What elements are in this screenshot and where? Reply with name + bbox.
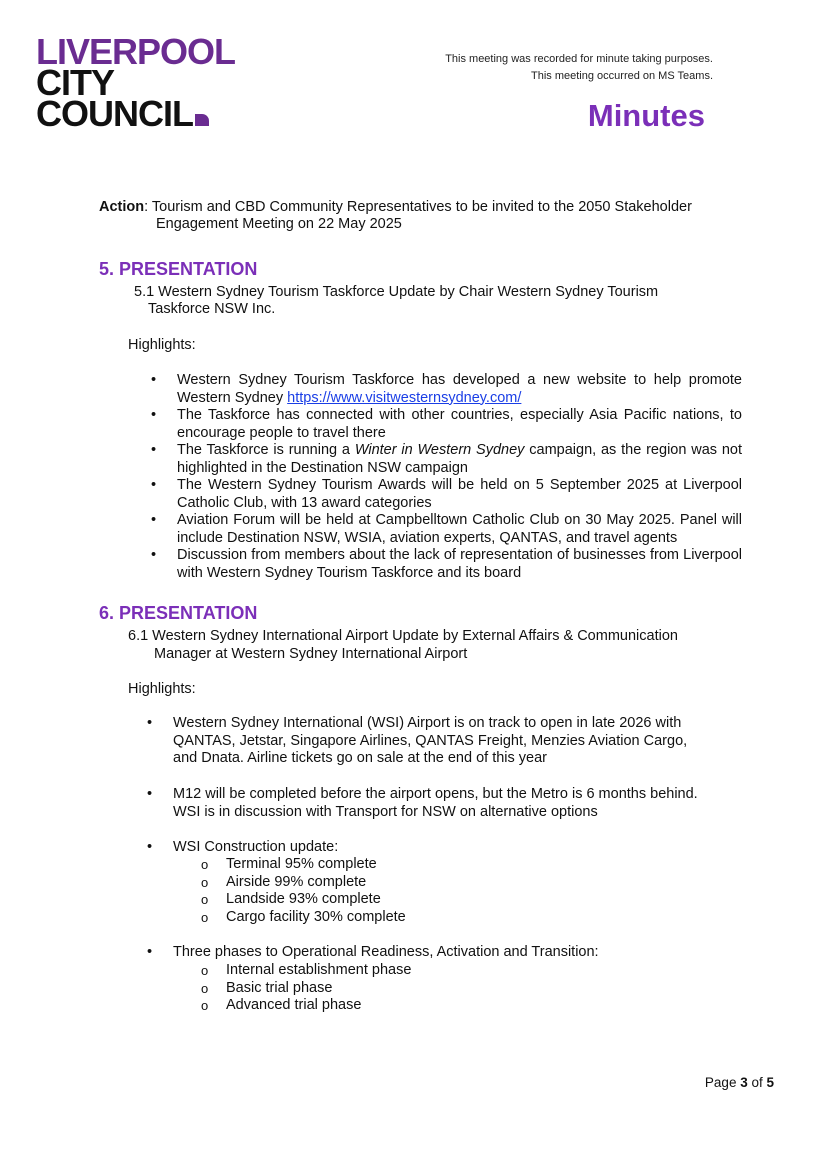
list-item: • Three phases to Operational Readiness, Activation and Transition: bbox=[147, 944, 599, 960]
action-label: Action bbox=[99, 199, 145, 215]
bullet-icon: • bbox=[147, 715, 153, 731]
teams-note: This meeting occurred on MS Teams. bbox=[531, 70, 713, 82]
list-item: • The Western Sydney Tourism Awards will be held on 5 September 2025 at Liverpool Catholic Club, with 13 award categories bbox=[151, 477, 742, 511]
bullet-icon: • bbox=[151, 477, 157, 493]
sub-list-item: o Airside 99% complete bbox=[201, 873, 367, 890]
section-5-1-line-1: 5.1 Western Sydney Tourism Taskforce Update by Chair Western Sydney Tourism bbox=[134, 284, 659, 300]
bullet-icon: • bbox=[147, 786, 153, 802]
circle-bullet-icon: o bbox=[201, 892, 209, 907]
circle-bullet-icon: o bbox=[201, 874, 209, 890]
circle-bullet-icon: o bbox=[201, 980, 209, 996]
recorded-note: This meeting was recorded for minute taking purposes. bbox=[445, 53, 713, 65]
council-logo bbox=[36, 31, 236, 134]
list-item: • WSI Construction update: bbox=[147, 839, 339, 855]
section-5-heading: 5. PRESENTATION bbox=[99, 259, 258, 279]
campaign-name: Winter in Western Sydney bbox=[354, 442, 525, 458]
action-line-2: Engagement Meeting on 22 May 2025 bbox=[156, 216, 402, 232]
list-item: • Western Sydney Tourism Taskforce has developed a new website to help promote Western Sydney https://www.visitwesternsydney.com/ bbox=[151, 372, 742, 406]
section-6-heading: 6. PRESENTATION bbox=[99, 603, 258, 623]
bullet-icon: • bbox=[151, 512, 157, 528]
sub-list-item: o Basic trial phase bbox=[201, 979, 333, 996]
circle-bullet-icon: o bbox=[201, 909, 209, 925]
list-item: • Western Sydney International (WSI) Airport is on track to open in late 2026 with QANTAS, Jetstar, Singapore Airlines, QANTAS Freight, Menzies Aviation Cargo, and Dnata. Airline tickets go on sale at the end of this year bbox=[147, 715, 688, 766]
list-item: • The Taskforce is running a Winter in Western Sydney campaign, as the region was not highlighted in the Destination NSW campaign bbox=[151, 442, 743, 476]
circle-bullet-icon: o bbox=[201, 998, 209, 1013]
section-6-highlights-label: Highlights: bbox=[128, 681, 196, 697]
list-item: • Aviation Forum will be held at Campbelltown Catholic Club on 30 May 2025. Panel will include Destination NSW, WSIA, aviation experts, QANTAS, and travel agents bbox=[151, 512, 742, 546]
section-5-1-line-2: Taskforce NSW Inc. bbox=[148, 301, 276, 317]
page-number: Page 3 of 5 bbox=[704, 1075, 774, 1090]
section-6-1-line-2: Manager at Western Sydney International Airport bbox=[154, 646, 468, 662]
bullet-icon: • bbox=[147, 944, 153, 960]
bullet-icon: • bbox=[151, 547, 157, 563]
sub-list-item: o Terminal 95% complete bbox=[201, 856, 377, 872]
logo-line-liverpool: LIVERPOOL bbox=[36, 31, 236, 72]
list-item: • Discussion from members about the lack of representation of businesses from Liverpool with Western Sydney Tourism Taskforce and its board bbox=[151, 547, 742, 581]
logo-line-council: COUNCIL bbox=[36, 98, 235, 129]
bullet-icon: • bbox=[151, 372, 157, 388]
circle-bullet-icon: o bbox=[201, 963, 209, 978]
phases-sublist bbox=[201, 962, 412, 1015]
bullet-icon: • bbox=[151, 407, 157, 423]
sub-list-item: o Internal establishment phase bbox=[201, 962, 412, 978]
action-line-1: Action: Tourism and CBD Community Representatives to be invited to the 2050 Stakeholder bbox=[99, 199, 692, 215]
list-item: • M12 will be completed before the airport opens, but the Metro is 6 months behind. WSI is in discussion with Transport for NSW on alternative options bbox=[147, 786, 698, 820]
section-5-bullet-list bbox=[151, 372, 743, 582]
circle-bullet-icon: o bbox=[201, 857, 209, 872]
section-5-highlights-label: Highlights: bbox=[128, 337, 196, 353]
logo-mark-icon bbox=[195, 114, 209, 126]
construction-sublist bbox=[201, 856, 406, 926]
tourism-website-link[interactable]: https://www.visitwesternsydney.com/ bbox=[287, 389, 522, 406]
bullet-icon: • bbox=[151, 442, 157, 458]
sub-list-item: o Cargo facility 30% complete bbox=[201, 908, 406, 925]
sub-list-item: o Advanced trial phase bbox=[201, 997, 362, 1013]
section-6-1-line-1: 6.1 Western Sydney International Airport Update by External Affairs & Communication bbox=[128, 628, 678, 644]
sub-list-item: o Landside 93% complete bbox=[201, 891, 381, 907]
bullet-icon: • bbox=[147, 839, 153, 855]
logo-line-city: CITY bbox=[36, 62, 115, 103]
list-item: • The Taskforce has connected with other countries, especially Asia Pacific nations, to encourage people to travel there bbox=[151, 407, 742, 441]
document-type-title: Minutes bbox=[587, 98, 705, 133]
